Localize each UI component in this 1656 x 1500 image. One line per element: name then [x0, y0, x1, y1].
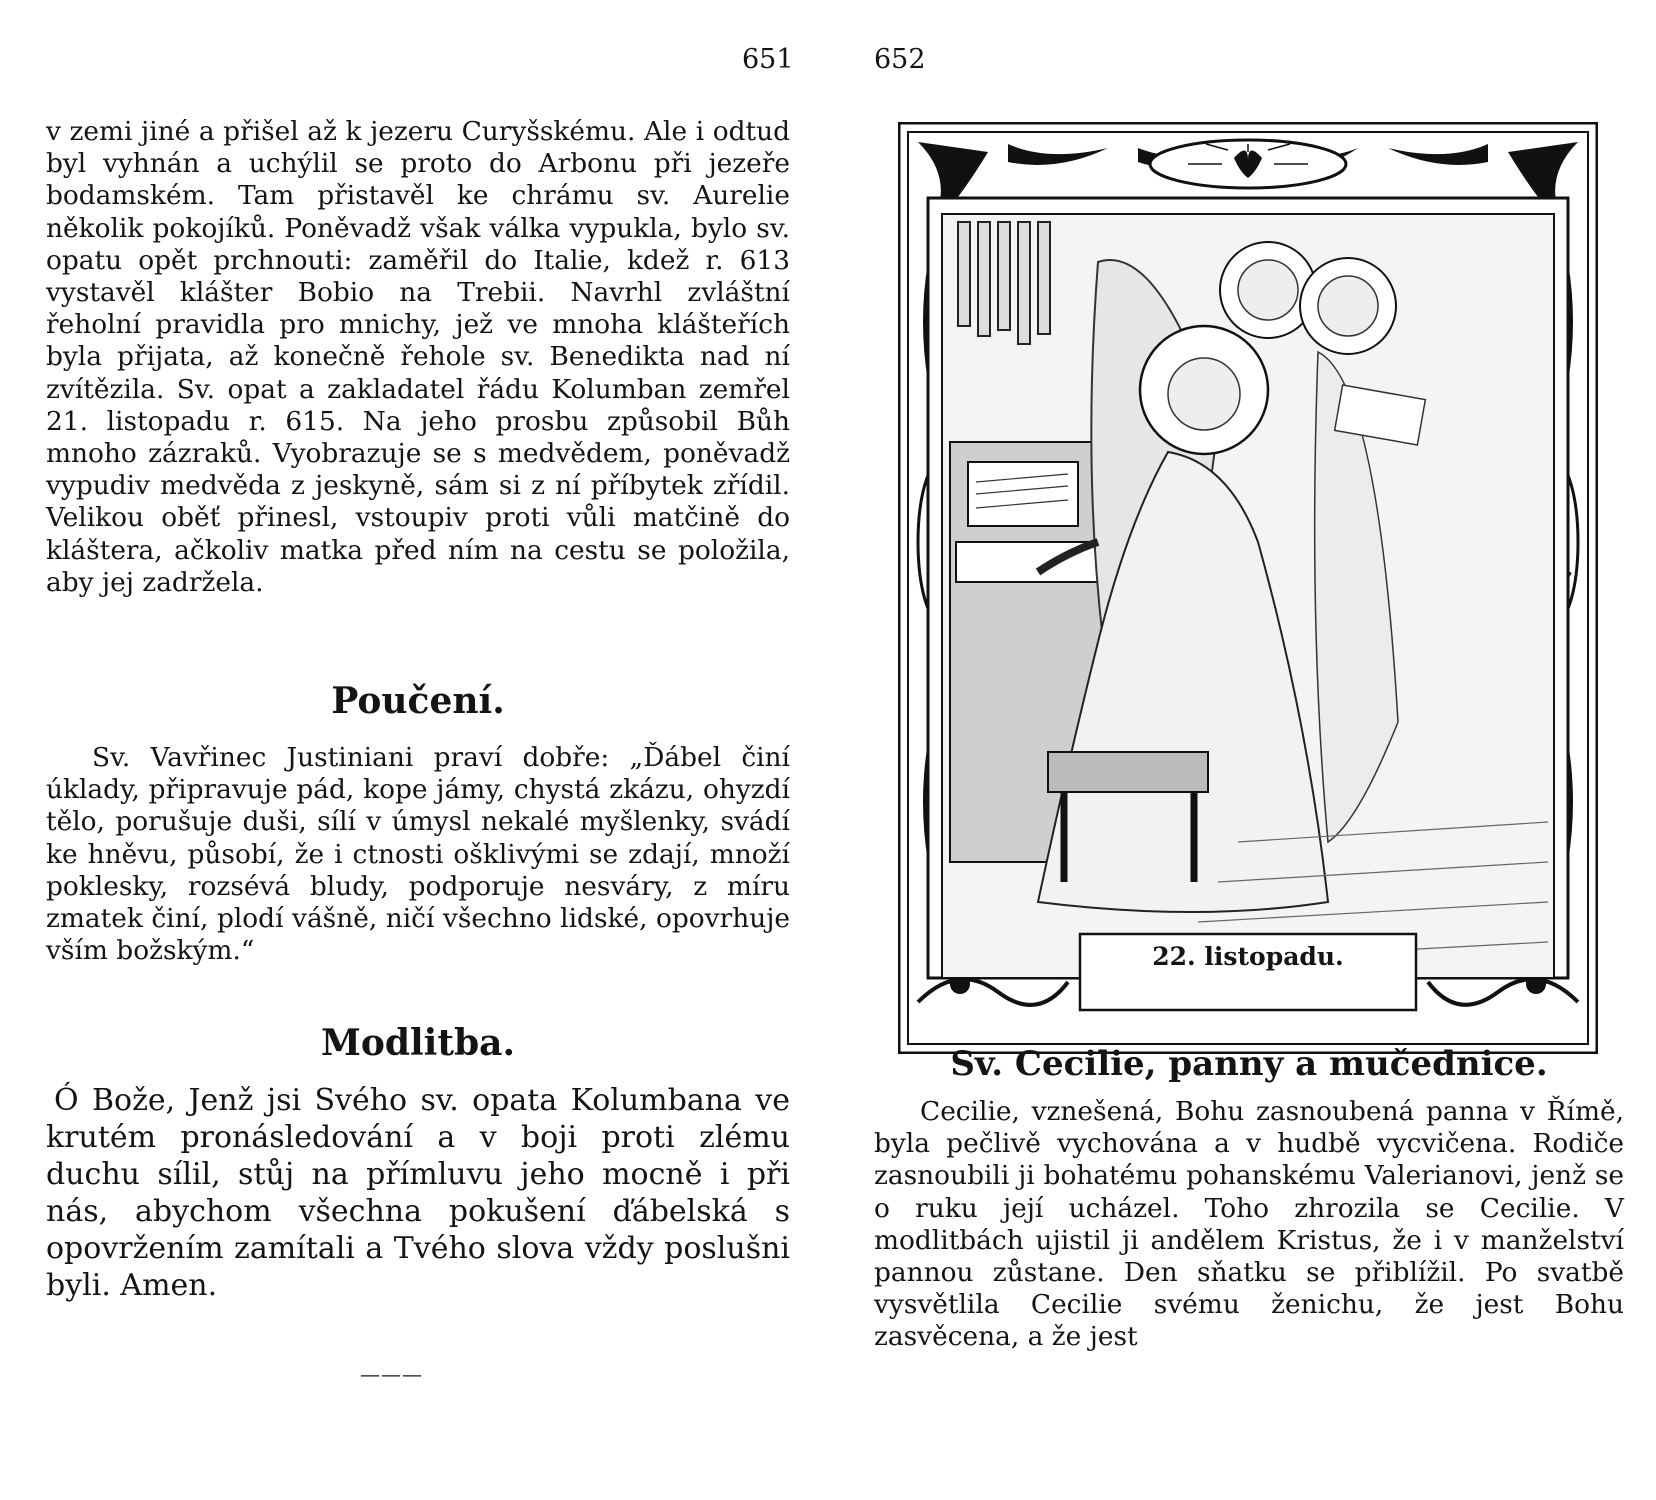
separator-line: ———: [360, 1362, 423, 1386]
plate-caption-date: 22. listopadu.: [1152, 942, 1344, 971]
modlitba-paragraph: Ó Bože, Jenž jsi Svého sv. opata Kolumbana ve krutém pronásledování a v boji proti zlému duchu sílil, stůj na přímluvu jeho mocně i při nás, abychom všechna pokušení ďábelská s opovržením zamítali a Tvého slova vždy poslušni byli. Amen.: [46, 1083, 790, 1303]
cecilia-paragraph: Cecilie, vznešená, Bohu zasnoubená panna v Římě, byla pečlivě vychována a v hudbě vycvičena. Rodiče zasnoubili ji bohatému pohanskému Valerianovi, jenž se o ruku její ucházel. Toho zhrozila se Cecilie. V modlitbách ujistil ji andělem Kristus, že i v manželství pannou zůstane. Den sňatku se přiblížil. Po svatbě vysvětlila Cecilie svému ženichu, že jest Bohu zasvěcena, a že jest: [874, 1096, 1624, 1353]
page-number-right: 652: [874, 44, 926, 75]
heading-saint-cecilia: Sv. Cecilie, panny a mučednice.: [950, 1044, 1548, 1084]
intro-paragraph: v zemi jiné a přišel až k jezeru Curyšskému. Ale i odtud byl vyhnán a uchýlil se proto do Arbonu při jezeře bodamském. Tam přistavěl ke chrámu sv. Aurelie několik pokojíků. Poněvadž však válka vypukla, bylo sv. opatu opět prchnouti: zaměřil do Italie, kdež r. 613 vystavěl klášter Bobio na Trebii. Navrhl zvláštní řeholní pravidla pro mnichy, jež ve mnoha klášteřích byla přijata, až konečně řehole sv. Benedikta nad ní zvítězila. Sv. opat a zakladatel řádu Kolumban zemřel 21. listopadu r. 615. Na jeho prosbu způsobil Bůh mnoho zázraků. Vyobrazuje se s medvědem, poněvadž vypudiv medvěda z jeskyně, sám si z ní příbytek zřídil. Velikou oběť přinesl, vstoupiv proti vůli matčině do kláštera, ačkoliv matka před ním na cestu se položila, aby jej zadržela.: [46, 116, 790, 598]
saint-cecilia-engraving: [898, 122, 1598, 1054]
pouceni-paragraph: Sv. Vavřinec Justiniani praví dobře: „Ďábel činí úklady, připravuje pád, kope jámy, chystá zkázu, ohyzdí tělo, porušuje duši, sílí v úmysl nekalé myšlenky, svádí ke hněvu, působí, že i ctnosti ošklivými se zdají, množí poklesky, rozsévá bludy, podporuje nesváry, z míru zmatek činí, plodí vášně, ničí všechno lidské, opovrhuje vším božským.“: [46, 742, 790, 967]
page-number-left: 651: [742, 44, 794, 75]
heading-pouceni: Poučení.: [331, 680, 505, 722]
heading-modlitba: Modlitba.: [320, 1022, 516, 1064]
